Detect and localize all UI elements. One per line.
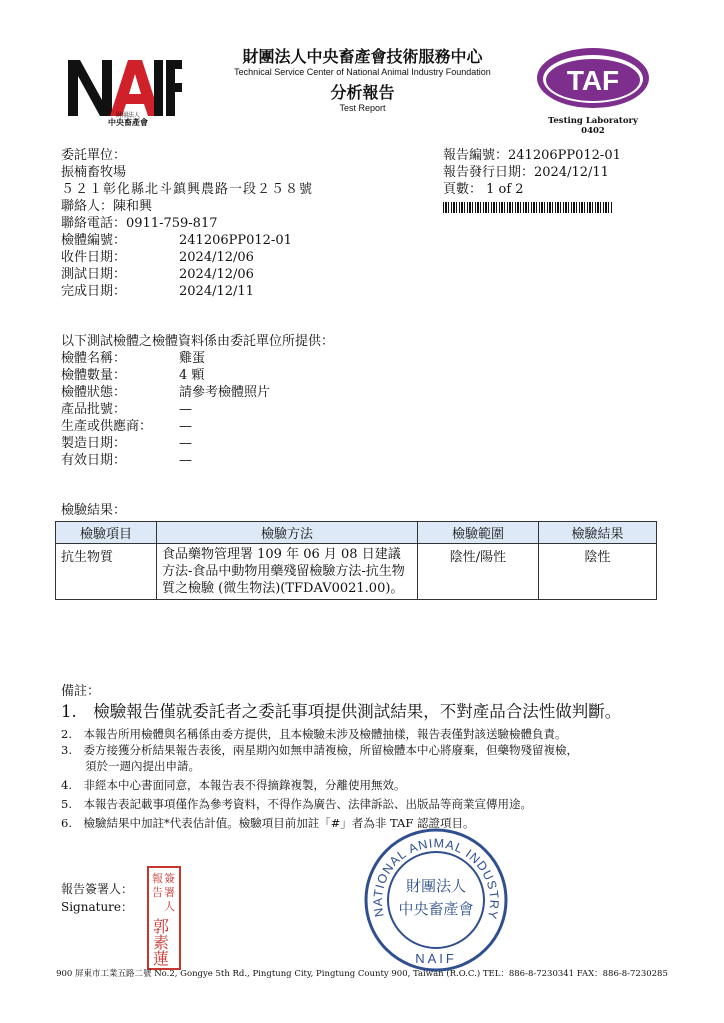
report-title-en: Test Report xyxy=(339,103,386,113)
svg-text:財團法人: 財團法人 xyxy=(405,877,467,895)
completed-date-label: 完成日期： xyxy=(61,284,127,299)
sample-field-value: 雞蛋 xyxy=(179,351,206,366)
org-name-zh: 財團法人中央畜產會技術服務中心 xyxy=(242,47,483,66)
sample-field-label: 製造日期： xyxy=(61,436,127,451)
col-header: 檢驗範圍 xyxy=(418,522,539,544)
test-result: 陰性 xyxy=(539,544,657,600)
barcode xyxy=(443,202,613,213)
note-item: 6. 檢驗結果中加註*代表估計值。檢驗項目前加註「#」者為非 TAF 認證項目。 xyxy=(61,816,475,830)
sample-field-value: — xyxy=(179,419,192,434)
sample-field-value: 請參考檢體照片 xyxy=(179,385,271,400)
test-date-label: 測試日期： xyxy=(61,267,127,282)
sample-field-value: 4 顆 xyxy=(179,368,205,383)
signature-label-zh: 報告簽署人： xyxy=(61,882,134,896)
col-header: 檢驗結果 xyxy=(539,522,657,544)
org-name-en: Technical Service Center of National Animal Industry Foundation xyxy=(234,67,491,77)
svg-text:NATIONAL ANIMAL INDUSTRY FOUND: NATIONAL ANIMAL INDUSTRY xyxy=(370,836,502,921)
note-item-cont: 須於一週內提出申請。 xyxy=(85,759,200,773)
taf-logo xyxy=(530,42,656,138)
taf-lab-number: 0402 xyxy=(581,126,605,136)
results-table xyxy=(55,521,657,600)
notes-block xyxy=(61,683,681,831)
sample-field-label: 檢體名稱： xyxy=(61,351,127,366)
svg-text:中央畜產會: 中央畜產會 xyxy=(398,900,474,918)
sample-field-value: — xyxy=(179,402,192,417)
client-address: ５２１彰化縣北斗鎮興農路一段２５８號 xyxy=(61,182,314,197)
naif-logo xyxy=(62,50,182,128)
sample-id-value: 241206PP012-01 xyxy=(179,233,292,248)
svg-text:郭: 郭 xyxy=(153,917,170,936)
sample-id-label: 檢體編號： xyxy=(61,233,127,248)
page-count: 頁數： 1 of 2 xyxy=(443,182,524,197)
test-range: 陰性/陽性 xyxy=(418,544,539,600)
test-item: 抗生物質 xyxy=(56,544,157,600)
client-contact: 聯絡人：陳和興 xyxy=(61,199,153,214)
client-block xyxy=(61,147,313,300)
note-item: 3. 委方接獲分析結果報告表後，兩星期內如無申請複檢，所留檢體本中心將廢棄，但藥物殘留複檢， xyxy=(61,743,578,757)
sample-field-label: 有效日期： xyxy=(61,453,127,468)
client-phone: 聯絡電話：0911-759-817 xyxy=(61,216,218,231)
results-header-row xyxy=(56,522,657,544)
report-date: 報告發行日期：2024/12/11 xyxy=(443,165,609,180)
table-row xyxy=(56,544,657,600)
svg-text:簽: 簽 xyxy=(164,872,175,885)
test-date-value: 2024/12/06 xyxy=(179,267,254,282)
svg-text:告: 告 xyxy=(152,886,163,899)
note-item: 4. 非經本中心書面同意，本報告表不得摘錄複製，分離使用無效。 xyxy=(61,778,406,792)
results-title: 檢驗結果： xyxy=(61,503,127,518)
sample-field-label: 生產或供應商： xyxy=(61,419,153,434)
footer-address: 900 屏東市工業五路二號 No.2, Gongye 5th Rd., Pingtung City, Pingtung County 900, Taiwan (R.O.C.) TEL：886-8-7230341 FAX：886-8-7230285 xyxy=(56,969,668,979)
client-name: 振楠畜牧場 xyxy=(61,165,127,180)
note-item: 1. 檢驗報告僅就委託者之委託事項提供測試結果，不對產品合法性做判斷。 xyxy=(61,702,622,721)
col-header: 檢驗方法 xyxy=(157,522,418,544)
signature-label-en: Signature： xyxy=(61,900,134,914)
report-title-zh: 分析報告 xyxy=(330,83,395,102)
received-date-label: 收件日期： xyxy=(61,250,127,265)
sample-intro: 以下測試檢體之檢體資料係由委託單位所提供： xyxy=(61,334,335,349)
foundation-stamp xyxy=(362,826,510,974)
note-item: 2. 本報告所用檢體與名稱係由委方提供，且本檢驗未涉及檢體抽樣，報告表僅對該送驗檢體負責。 xyxy=(61,727,567,741)
personal-seal xyxy=(147,866,181,970)
note-item: 5. 本報告表記載事項僅作為參考資料，不得作為廣告、法律訴訟、出版品等商業宣傳用途。 xyxy=(61,797,532,811)
svg-text:TAF: TAF xyxy=(566,65,620,96)
svg-text:人: 人 xyxy=(164,900,175,913)
svg-text:素: 素 xyxy=(153,933,170,952)
svg-text:署: 署 xyxy=(164,886,175,899)
sample-block xyxy=(61,333,334,469)
sample-field-value: — xyxy=(179,436,192,451)
completed-date-value: 2024/12/11 xyxy=(179,284,254,299)
received-date-value: 2024/12/06 xyxy=(179,250,254,265)
svg-text:NAIF: NAIF xyxy=(415,951,457,966)
logo-subtitle: 財團法人 xyxy=(116,112,141,119)
svg-text:報: 報 xyxy=(152,872,163,885)
sample-field-label: 產品批號： xyxy=(61,402,127,417)
signature-labels xyxy=(61,880,133,916)
col-header: 檢驗項目 xyxy=(56,522,157,544)
taf-lab-label: Testing Laboratory xyxy=(548,116,638,126)
sample-field-label: 檢體狀態： xyxy=(61,385,127,400)
report-number: 報告編號：241206PP012-01 xyxy=(443,148,621,163)
test-method: 食品藥物管理署 109 年 06 月 08 日建議方法-食品中動物用藥殘留檢驗方法-抗生物質之檢驗 (微生物法)(TFDAV0021.00)。 xyxy=(157,544,418,600)
notes-title: 備註： xyxy=(61,684,101,699)
logo-subtitle-2: 中央畜產會 xyxy=(108,118,148,127)
report-info xyxy=(443,147,621,213)
sample-field-label: 檢體數量： xyxy=(61,368,127,383)
client-label: 委託單位： xyxy=(61,148,127,163)
svg-text:蓮: 蓮 xyxy=(153,949,170,968)
sample-field-value: — xyxy=(179,453,192,468)
